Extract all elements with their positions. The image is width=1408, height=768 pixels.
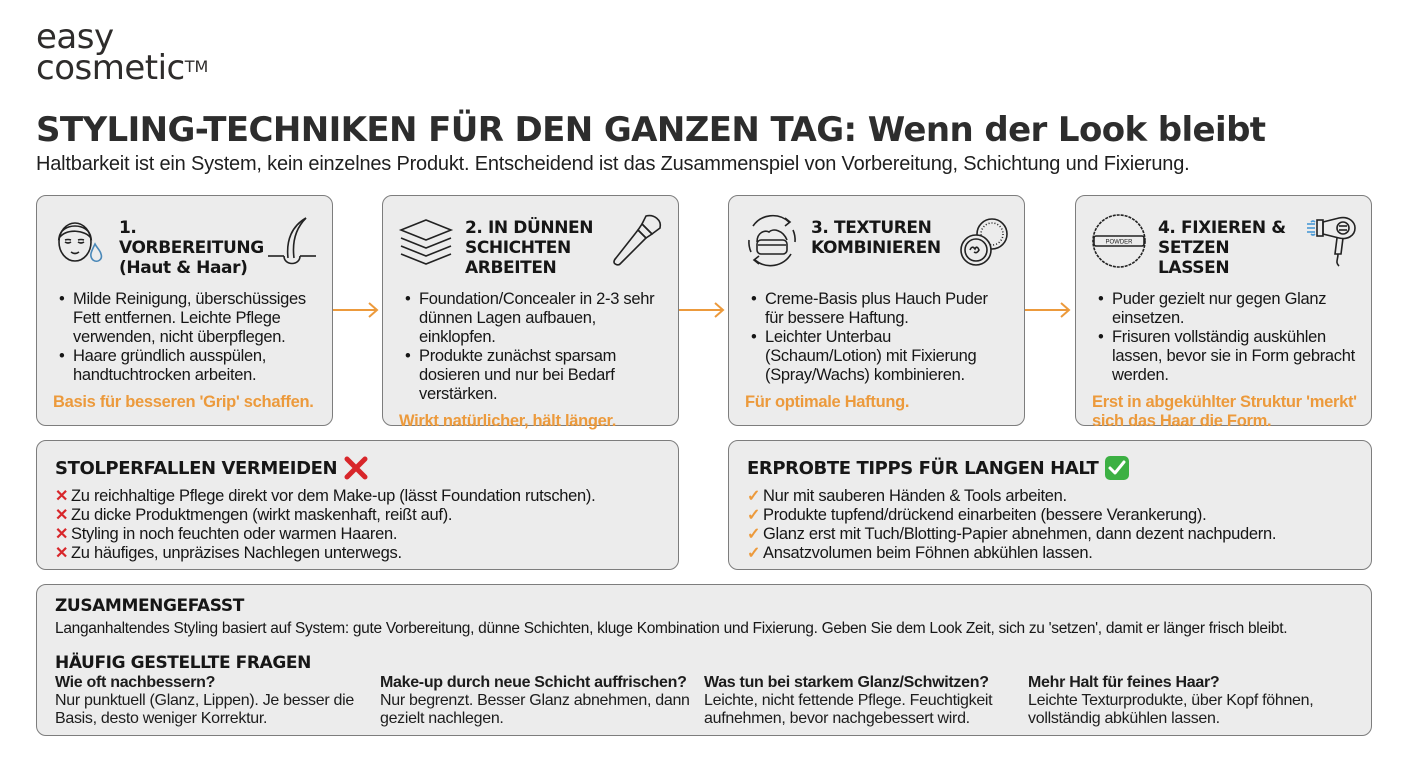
- cross-icon: ✕: [55, 488, 69, 505]
- hair-dryer-icon: [1305, 212, 1357, 270]
- faq-item: [55, 674, 380, 728]
- brand-line-1: easy: [36, 17, 114, 57]
- list-item: ✕ Zu häufiges, unpräzises Nachlegen unterwegs.: [55, 544, 402, 562]
- faq-question: Make-up durch neue Schicht auffrischen?: [379, 674, 687, 691]
- makeup-brush-icon: [612, 212, 664, 270]
- list-item: ✓ Ansatzvolumen beim Föhnen abkühlen lassen.: [747, 544, 1093, 562]
- step-accent-note: Basis für besseren 'Grip' schaffen.: [53, 393, 314, 411]
- faq-question: Wie oft nachbessern?: [55, 674, 216, 691]
- hair-follicle-icon: [266, 212, 318, 270]
- svg-text:POWDER: POWDER: [1105, 239, 1133, 246]
- step-title: 2. IN DÜNNEN SCHICHTEN ARBEITEN: [465, 218, 594, 278]
- step-accent-note: Wirkt natürlicher, hält länger.: [399, 412, 617, 430]
- list-item: ✓ Produkte tupfend/drückend einarbeiten (bessere Verankerung).: [747, 506, 1207, 524]
- step-title: 3. TEXTUREN KOMBINIEREN: [811, 218, 941, 258]
- red-cross-icon: [343, 455, 369, 481]
- summary-text: Langanhaltendes Styling basiert auf System: gute Vorbereitung, dünne Schichten, kluge Kombination und Fixierung. Geben Sie dem Look Zeit, sich zu 'setzen', damit er länger frisch bleibt.: [55, 620, 1288, 637]
- step-card-textures: [728, 195, 1025, 426]
- bullet-item: • Puder gezielt nur gegen Glanz einsetzen.: [1090, 290, 1357, 328]
- tips-title: ERPROBTE TIPPS FÜR LANGEN HALT: [747, 455, 1353, 481]
- faq-item: [704, 674, 1028, 728]
- layers-icon: [397, 212, 455, 270]
- step-card-thin-layers: [382, 195, 679, 430]
- tips-panel: [728, 440, 1372, 570]
- pitfalls-list: [55, 487, 660, 563]
- page-subtitle: Haltbarkeit ist ein System, kein einzelnes Produkt. Entscheidend ist das Zusammenspiel von Vorbereitung, Schichtung und Fixierung.: [36, 153, 1190, 175]
- faq-answer: Nur begrenzt. Besser Glanz abnehmen, dann gezielt nachlegen.: [379, 692, 690, 727]
- brand-logo: [36, 17, 209, 88]
- check-icon: ✓: [747, 526, 761, 543]
- faq-question: Mehr Halt für feines Haar?: [1028, 674, 1220, 691]
- pitfalls-panel: [36, 440, 679, 570]
- cross-icon: ✕: [55, 507, 69, 524]
- step-accent-note: Für optimale Haftung.: [745, 393, 910, 411]
- face-water-drop-icon: [51, 212, 109, 270]
- faq-answer: Nur punktuell (Glanz, Lippen). Je besser die Basis, desto weniger Korrektur.: [55, 692, 354, 727]
- bullet-item: • Milde Reinigung, überschüssiges Fett entfernen. Leichte Pflege verwenden, nicht überpflegen.: [51, 290, 318, 347]
- pitfalls-title: STOLPERFALLEN VERMEIDEN: [55, 455, 660, 481]
- faq-item: [380, 674, 704, 728]
- faq-list: [55, 674, 1353, 728]
- cross-icon: ✕: [55, 545, 69, 562]
- faq-answer: Leichte, nicht fettende Pflege. Feuchtigkeit aufnehmen, bevor nachgebessert wird.: [704, 692, 993, 727]
- arrow-right-icon: [333, 300, 381, 320]
- step-title: 4. FIXIEREN & SETZEN LASSEN: [1158, 218, 1286, 278]
- step-card-fixing: [1075, 195, 1372, 430]
- list-item: ✕ Zu dicke Produktmengen (wirkt maskenhaft, reißt auf).: [55, 506, 453, 524]
- faq-item: [1028, 674, 1353, 728]
- arrow-right-icon: [679, 300, 727, 320]
- green-check-icon: [1104, 455, 1130, 481]
- arrow-right-icon: [1025, 300, 1073, 320]
- list-item: ✓ Nur mit sauberen Händen & Tools arbeiten.: [747, 487, 1067, 505]
- step-card-preparation: [36, 195, 333, 426]
- bullet-item: • Foundation/Concealer in 2-3 sehr dünnen Lagen aufbauen, einklopfen.: [397, 290, 664, 347]
- cross-icon: ✕: [55, 526, 69, 543]
- list-item: ✓ Glanz erst mit Tuch/Blotting-Papier abnehmen, dann dezent nachpudern.: [747, 525, 1277, 543]
- bullet-item: • Haare gründlich ausspülen, handtuchtrocken arbeiten.: [51, 347, 318, 385]
- bullet-item: • Frisuren vollständig auskühlen lassen, bevor sie in Form gebracht werden.: [1090, 328, 1357, 385]
- summary-title: ZUSAMMENGEFASST: [55, 596, 244, 616]
- page-title: STYLING-TECHNIKEN FÜR DEN GANZEN TAG: Wenn der Look bleibt: [36, 110, 1266, 150]
- list-item: ✕ Styling in noch feuchten oder warmen Haaren.: [55, 525, 398, 543]
- bullet-item: • Creme-Basis plus Hauch Puder für bessere Haftung.: [743, 290, 1010, 328]
- check-icon: ✓: [747, 488, 761, 505]
- step-bullets: [51, 290, 318, 385]
- powder-puff-icon: [1090, 212, 1148, 270]
- step-accent-note: Erst in abgekühlter Struktur 'merkt' sich das Haar die Form.: [1092, 393, 1357, 430]
- check-icon: ✓: [747, 545, 761, 562]
- step-bullets: [743, 290, 1010, 385]
- faq-answer: Leichte Texturprodukte, über Kopf föhnen, vollständig abkühlen lassen.: [1028, 692, 1314, 727]
- summary-panel: [36, 584, 1372, 736]
- bullet-item: • Produkte zunächst sparsam dosieren und nur bei Bedarf verstärken.: [397, 347, 664, 404]
- powder-compact-icon: [958, 212, 1010, 270]
- check-icon: ✓: [747, 507, 761, 524]
- list-item: ✕ Zu reichhaltige Pflege direkt vor dem Make-up (lässt Foundation rutschen).: [55, 487, 596, 505]
- cream-jar-cycle-icon: [743, 212, 801, 270]
- faq-question: Was tun bei starkem Glanz/Schwitzen?: [704, 674, 989, 691]
- faq-title: HÄUFIG GESTELLTE FRAGEN: [55, 653, 311, 673]
- brand-line-2: cosmetic: [36, 48, 185, 88]
- step-bullets: [1090, 290, 1357, 385]
- step-title: 1. VORBEREITUNG (Haut & Haar): [119, 218, 264, 278]
- step-bullets: [397, 290, 664, 404]
- trademark: TM: [184, 57, 209, 76]
- bullet-item: • Leichter Unterbau (Schaum/Lotion) mit Fixierung (Spray/Wachs) kombinieren.: [743, 328, 1010, 385]
- tips-list: [747, 487, 1353, 563]
